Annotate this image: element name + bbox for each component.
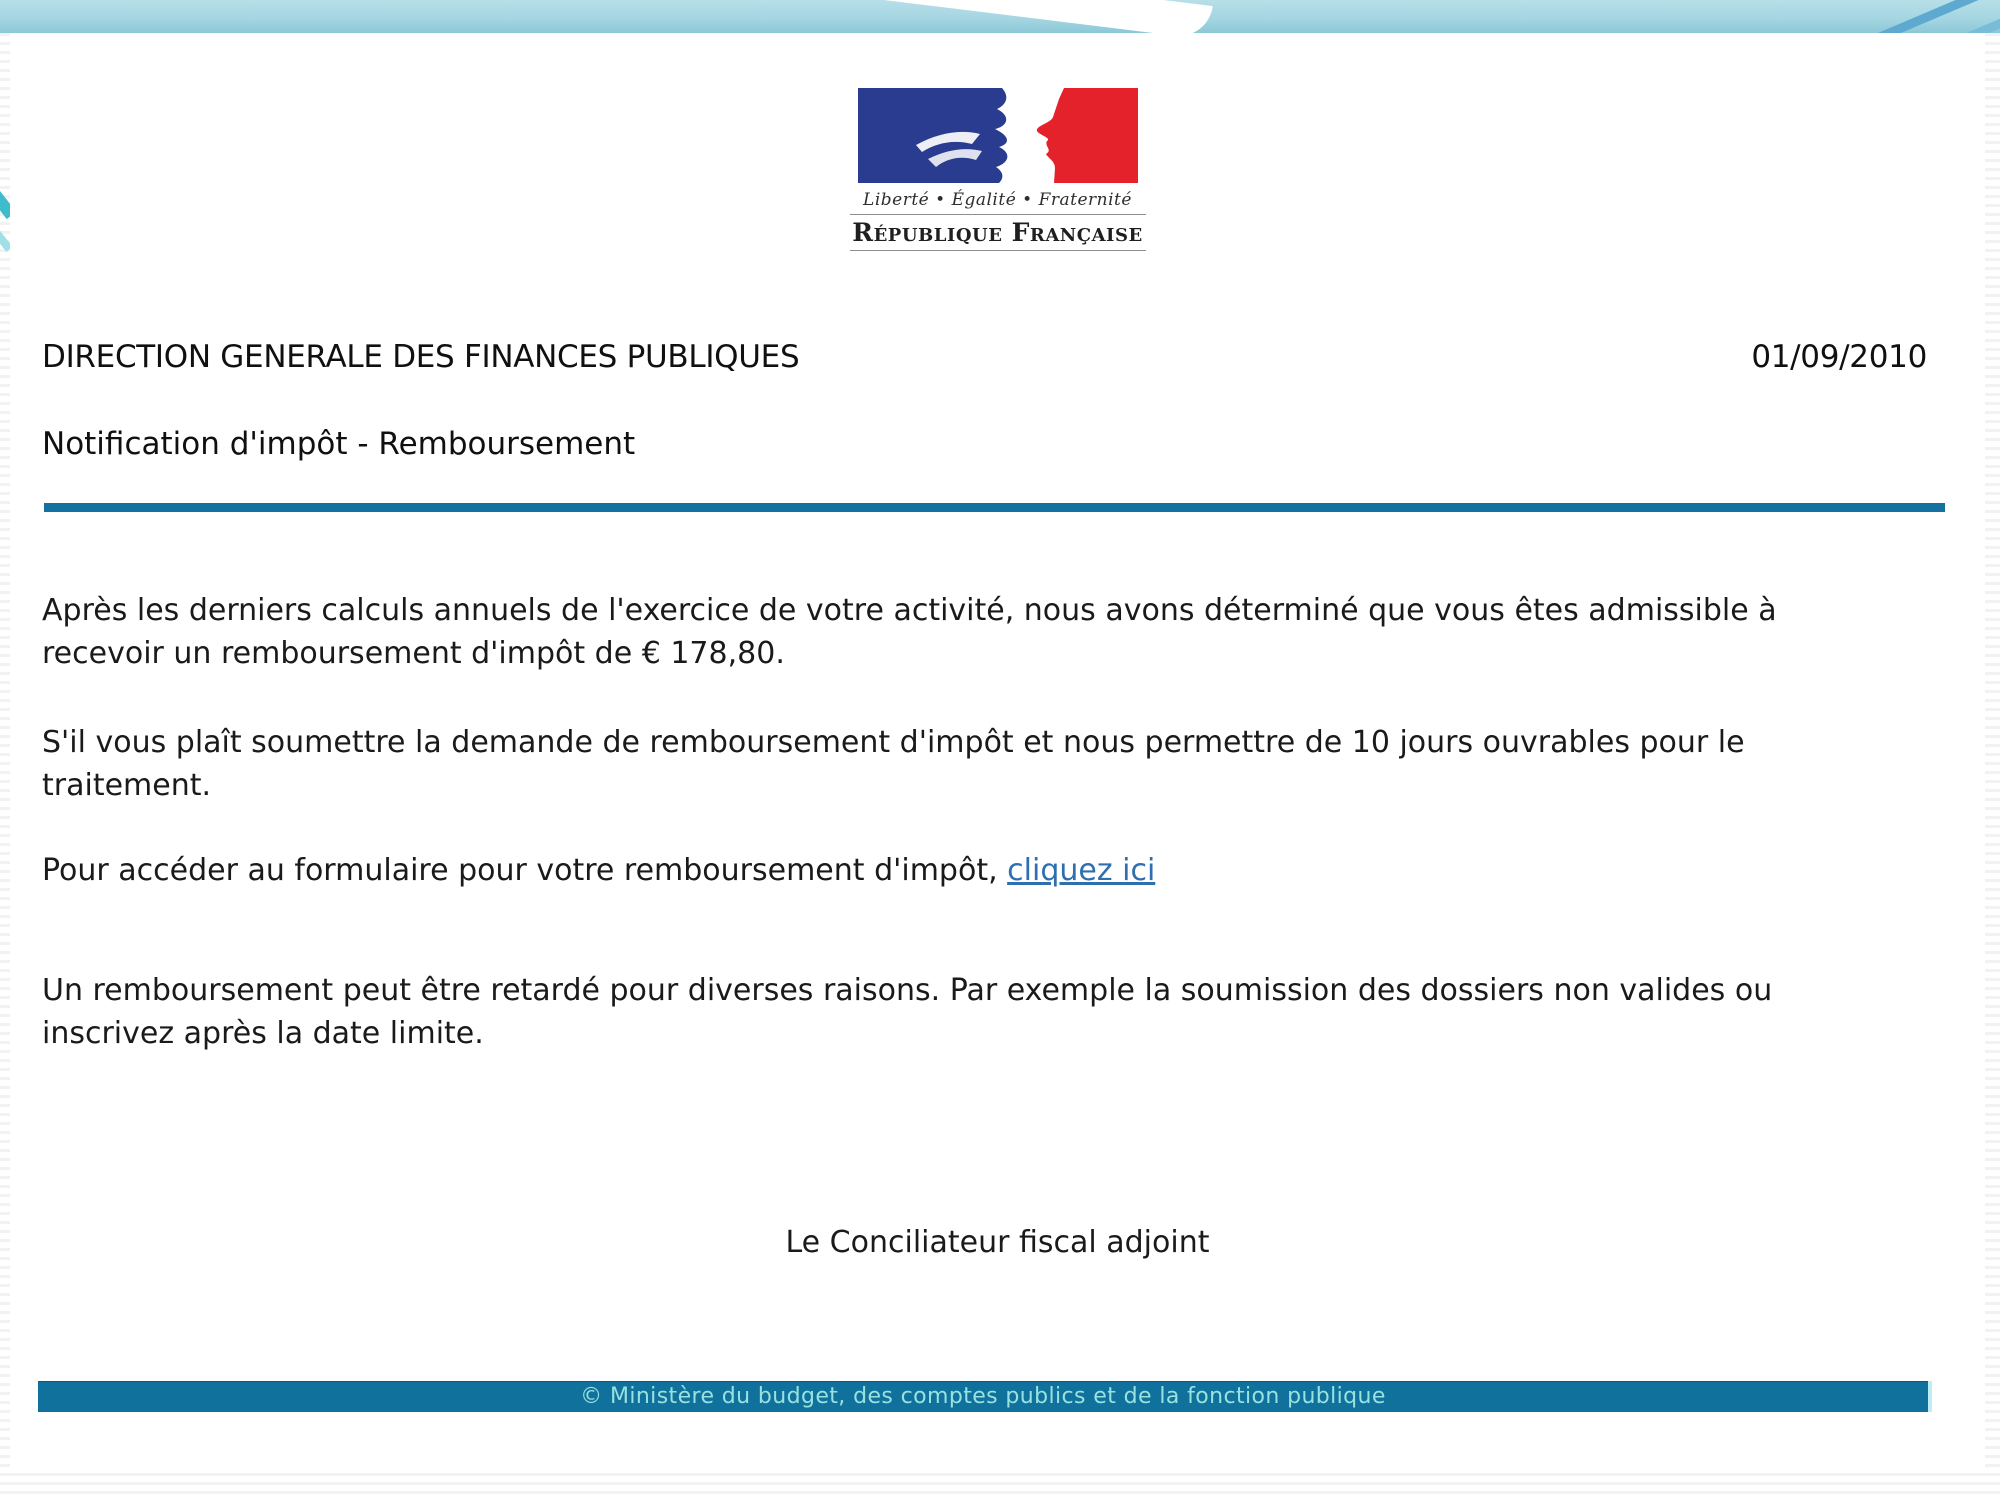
logo-republic-name: République Française bbox=[852, 218, 1143, 247]
paragraph-line: traitement. bbox=[42, 768, 212, 803]
letter-document bbox=[10, 33, 1985, 1470]
paragraph-line: recevoir un remboursement d'impôt de € 178,80. bbox=[42, 636, 785, 671]
link-paragraph-prefix: Pour accéder au formulaire pour votre remboursement d'impôt, bbox=[42, 853, 1008, 888]
logo-motto: Liberté • Égalité • Fraternité bbox=[863, 190, 1132, 210]
header-rule bbox=[44, 503, 1945, 512]
sender-name: DIRECTION GENERALE DES FINANCES PUBLIQUES bbox=[42, 339, 800, 375]
signature-line: Le Conciliateur fiscal adjoint bbox=[785, 1225, 1210, 1260]
footer-bar bbox=[38, 1381, 1932, 1412]
band-white-swoosh bbox=[851, 0, 1212, 33]
paragraph-line: inscrivez après la date limite. bbox=[42, 1016, 484, 1051]
logo-divider bbox=[850, 250, 1146, 251]
cliquez-ici-link[interactable]: cliquez ici bbox=[1007, 853, 1156, 888]
paragraph-delay-notice bbox=[42, 969, 1772, 1055]
letterhead-row bbox=[42, 339, 1927, 375]
paragraph-form-link bbox=[42, 849, 1155, 892]
footer-copyright: © Ministère du budget, des comptes publics et de la fonction publique bbox=[580, 1384, 1386, 1409]
paragraph-line: Après les derniers calculs annuels de l'exercice de votre activité, nous avons déterminé que vous êtes admissible à bbox=[42, 593, 1777, 628]
letter-subject: Notification d'impôt - Remboursement bbox=[42, 426, 636, 462]
letter-date: 01/09/2010 bbox=[1751, 339, 1927, 375]
band-diagonal-stripe bbox=[1705, 0, 2000, 33]
marianne-flag-icon bbox=[858, 88, 1138, 183]
paragraph-line: Un remboursement peut être retardé pour diverses raisons. Par exemple la soumission des dossiers non valides ou bbox=[42, 973, 1773, 1008]
top-decorative-band bbox=[0, 0, 2000, 33]
paragraph-processing-time bbox=[42, 721, 1745, 807]
paragraph-refund-amount bbox=[42, 589, 1777, 675]
paragraph-line: S'il vous plaît soumettre la demande de remboursement d'impôt et nous permettre de 10 jours ouvrables pour le bbox=[42, 725, 1745, 760]
logo-divider bbox=[850, 214, 1146, 215]
republique-francaise-logo bbox=[848, 88, 1148, 251]
